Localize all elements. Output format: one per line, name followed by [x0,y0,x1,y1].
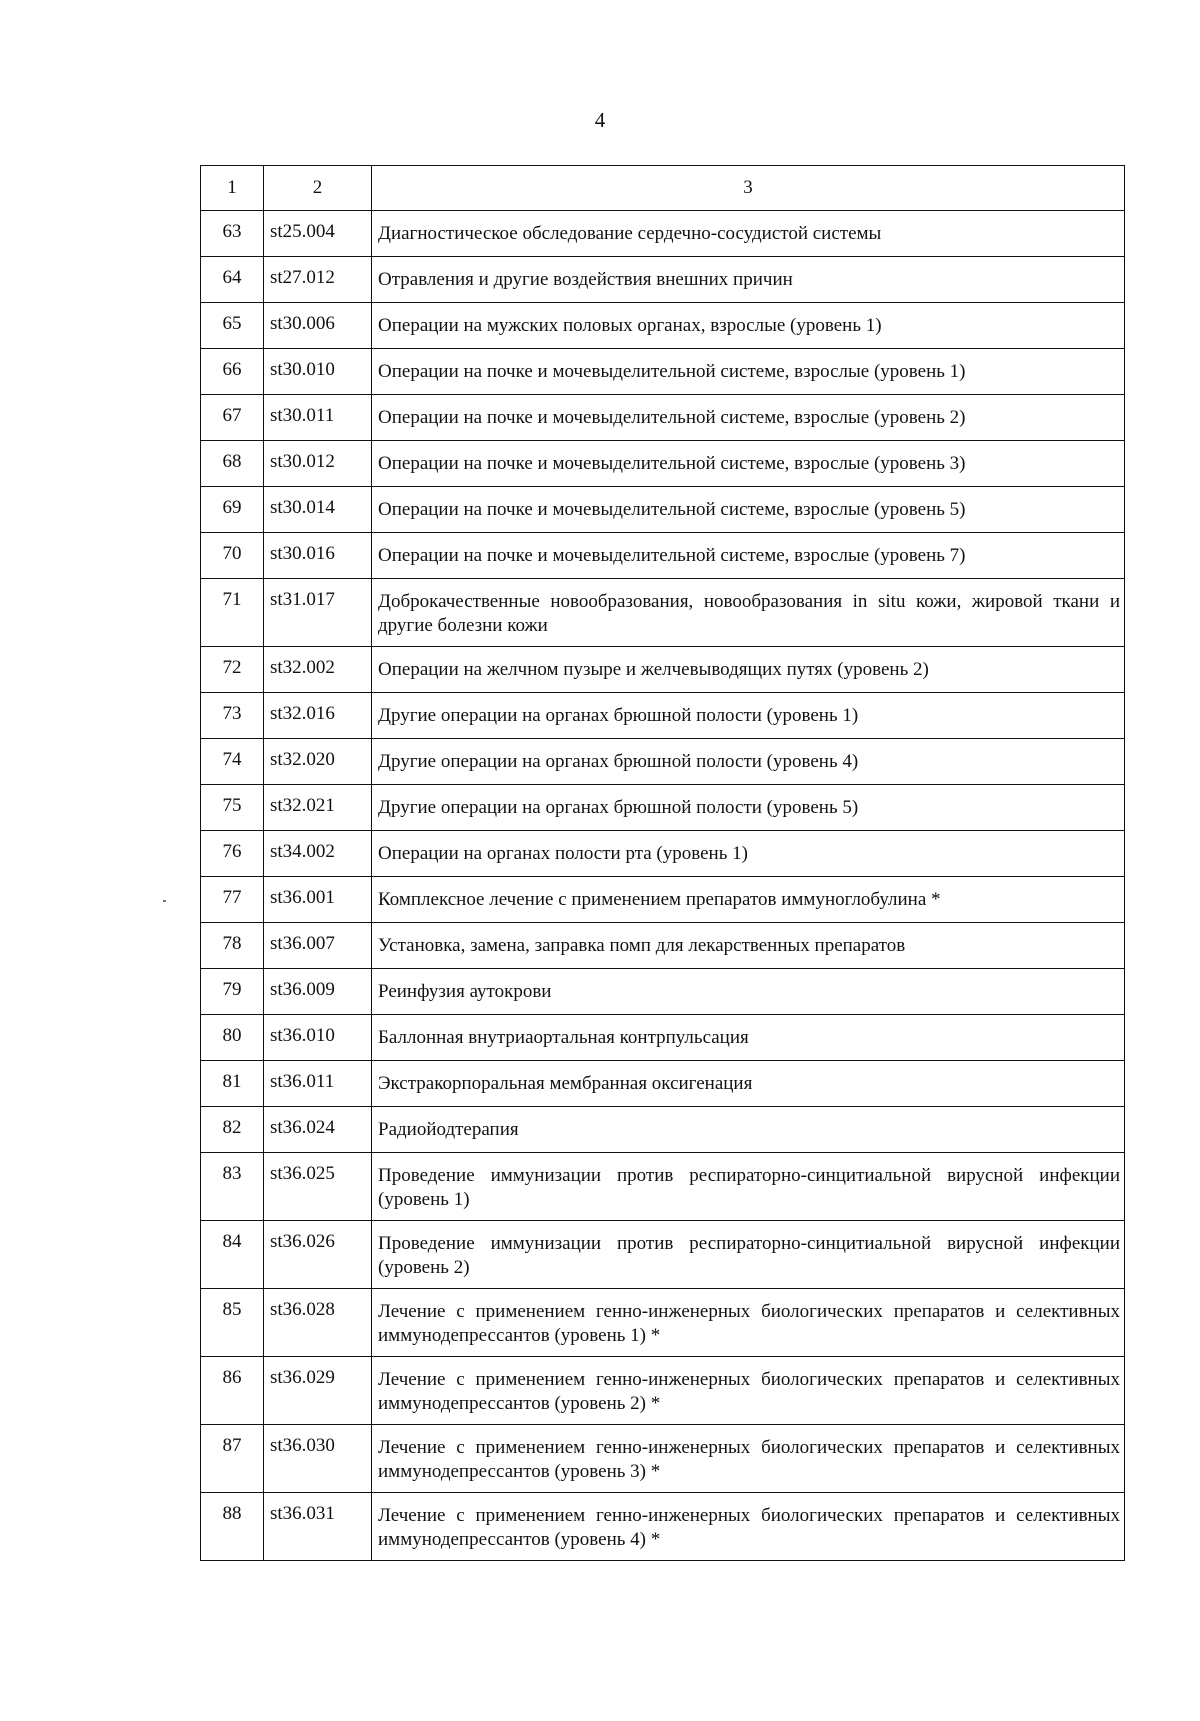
row-number: 64 [201,257,264,303]
table-row [201,487,1125,533]
header-col-2: 2 [264,166,372,211]
row-description: Другие операции на органах брюшной полости (уровень 4) [372,739,1125,785]
row-code: st36.011 [264,1061,372,1107]
row-description: Операции на почке и мочевыделительной системе, взрослые (уровень 2) [372,395,1125,441]
margin-mark [163,900,166,902]
row-description: Проведение иммунизации против респираторно-синцитиальной вирусной инфекции (уровень 1) [372,1153,1125,1221]
table-row [201,1107,1125,1153]
table-row [201,1153,1125,1221]
page-number: 4 [594,108,606,132]
table-row [201,441,1125,487]
table-row [201,1289,1125,1357]
row-number: 77 [201,877,264,923]
row-description: Операции на органах полости рта (уровень 1) [372,831,1125,877]
row-code: st30.010 [264,349,372,395]
row-description: Доброкачественные новообразования, новообразования in situ кожи, жировой ткани и другие болезни кожи [372,579,1125,647]
table-row [201,1425,1125,1493]
row-description: Реинфузия аутокрови [372,969,1125,1015]
row-description: Установка, замена, заправка помп для лекарственных препаратов [372,923,1125,969]
row-code: st32.002 [264,647,372,693]
row-code: st36.030 [264,1425,372,1493]
row-code: st30.011 [264,395,372,441]
table-row [201,831,1125,877]
row-code: st32.020 [264,739,372,785]
row-code: st30.012 [264,441,372,487]
row-number: 72 [201,647,264,693]
table-row [201,693,1125,739]
row-description: Лечение с применением генно-инженерных биологических препаратов и селективных иммунодепрессантов (уровень 3) * [372,1425,1125,1493]
table-row [201,647,1125,693]
table-row [201,1357,1125,1425]
row-code: st30.016 [264,533,372,579]
row-description: Комплексное лечение с применением препаратов иммуноглобулина * [372,877,1125,923]
row-code: st36.029 [264,1357,372,1425]
row-number: 76 [201,831,264,877]
row-code: st32.021 [264,785,372,831]
row-description: Проведение иммунизации против респираторно-синцитиальной вирусной инфекции (уровень 2) [372,1221,1125,1289]
row-number: 88 [201,1493,264,1561]
table-row [201,349,1125,395]
table-header-row [201,166,1125,211]
row-description: Операции на почке и мочевыделительной системе, взрослые (уровень 3) [372,441,1125,487]
row-description: Другие операции на органах брюшной полости (уровень 1) [372,693,1125,739]
table-row [201,1061,1125,1107]
row-number: 81 [201,1061,264,1107]
row-number: 84 [201,1221,264,1289]
header-col-3: 3 [372,166,1125,211]
row-description: Лечение с применением генно-инженерных биологических препаратов и селективных иммунодепрессантов (уровень 4) * [372,1493,1125,1561]
table-row [201,785,1125,831]
row-number: 74 [201,739,264,785]
table-row [201,211,1125,257]
row-code: st36.001 [264,877,372,923]
header-col-1: 1 [201,166,264,211]
row-code: st30.006 [264,303,372,349]
row-number: 73 [201,693,264,739]
row-description: Диагностическое обследование сердечно-сосудистой системы [372,211,1125,257]
row-number: 70 [201,533,264,579]
table-row [201,533,1125,579]
row-description: Операции на почке и мочевыделительной системе, взрослые (уровень 1) [372,349,1125,395]
row-number: 68 [201,441,264,487]
row-number: 85 [201,1289,264,1357]
row-description: Другие операции на органах брюшной полости (уровень 5) [372,785,1125,831]
row-description: Операции на мужских половых органах, взрослые (уровень 1) [372,303,1125,349]
row-number: 82 [201,1107,264,1153]
row-code: st30.014 [264,487,372,533]
table-row [201,1221,1125,1289]
row-description: Операции на почке и мочевыделительной системе, взрослые (уровень 7) [372,533,1125,579]
row-code: st36.031 [264,1493,372,1561]
row-number: 75 [201,785,264,831]
row-code: st34.002 [264,831,372,877]
row-code: st36.024 [264,1107,372,1153]
table-row [201,923,1125,969]
row-number: 80 [201,1015,264,1061]
row-code: st36.028 [264,1289,372,1357]
row-description: Отравления и другие воздействия внешних причин [372,257,1125,303]
row-number: 83 [201,1153,264,1221]
table-row [201,1015,1125,1061]
row-number: 67 [201,395,264,441]
table-row [201,303,1125,349]
row-number: 71 [201,579,264,647]
row-number: 79 [201,969,264,1015]
table-row [201,1493,1125,1561]
row-description: Баллонная внутриаортальная контрпульсация [372,1015,1125,1061]
row-number: 69 [201,487,264,533]
table-row [201,877,1125,923]
row-description: Операции на желчном пузыре и желчевыводящих путях (уровень 2) [372,647,1125,693]
tariff-table [200,165,1125,1561]
row-code: st36.025 [264,1153,372,1221]
row-code: st36.009 [264,969,372,1015]
table-row [201,739,1125,785]
row-code: st36.010 [264,1015,372,1061]
row-code: st36.007 [264,923,372,969]
table-row [201,257,1125,303]
row-number: 86 [201,1357,264,1425]
row-description: Лечение с применением генно-инженерных биологических препаратов и селективных иммунодепрессантов (уровень 1) * [372,1289,1125,1357]
table-row [201,969,1125,1015]
row-number: 66 [201,349,264,395]
row-code: st31.017 [264,579,372,647]
table-row [201,395,1125,441]
row-number: 65 [201,303,264,349]
row-number: 78 [201,923,264,969]
row-number: 63 [201,211,264,257]
row-description: Радиойодтерапия [372,1107,1125,1153]
row-number: 87 [201,1425,264,1493]
row-description: Операции на почке и мочевыделительной системе, взрослые (уровень 5) [372,487,1125,533]
row-code: st32.016 [264,693,372,739]
row-description: Экстракорпоральная мембранная оксигенация [372,1061,1125,1107]
row-code: st36.026 [264,1221,372,1289]
row-description: Лечение с применением генно-инженерных биологических препаратов и селективных иммунодепрессантов (уровень 2) * [372,1357,1125,1425]
table-row [201,579,1125,647]
row-code: st27.012 [264,257,372,303]
row-code: st25.004 [264,211,372,257]
